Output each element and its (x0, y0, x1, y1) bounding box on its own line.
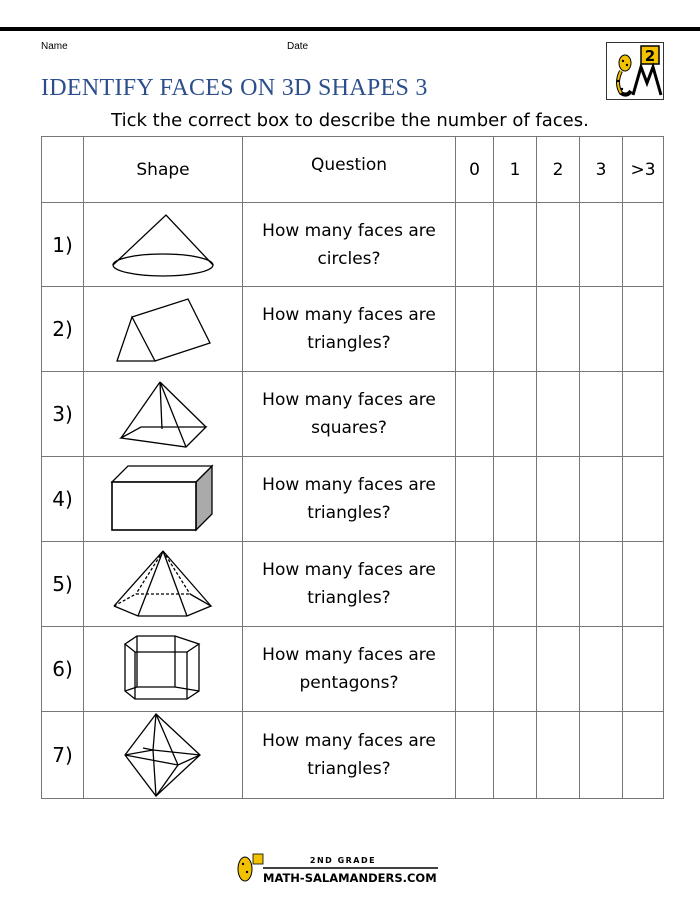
answer-box-more-than-3[interactable] (623, 712, 664, 799)
answer-box-1[interactable] (494, 203, 537, 287)
answer-box-2[interactable] (537, 372, 580, 457)
header-question: Question (243, 137, 456, 203)
header-row (42, 137, 664, 203)
answer-box-2[interactable] (537, 203, 580, 287)
question-line1: How many faces are (262, 731, 436, 751)
question-cell (243, 372, 456, 457)
row-number: 6) (42, 627, 84, 712)
answer-box-3[interactable] (580, 712, 623, 799)
name-label: Name (41, 41, 68, 52)
answer-box-0[interactable] (456, 542, 494, 627)
question-line2: triangles? (307, 759, 391, 779)
answer-box-2[interactable] (537, 627, 580, 712)
row-number: 2) (42, 287, 84, 372)
answer-box-3[interactable] (580, 627, 623, 712)
date-label: Date (287, 41, 309, 52)
question-cell (243, 712, 456, 799)
row-number: 1) (42, 203, 84, 287)
table-row (42, 542, 664, 627)
worksheet-table (41, 136, 664, 799)
question-line2: triangles? (307, 333, 391, 353)
shape-cell (84, 372, 243, 457)
row-number: 4) (42, 457, 84, 542)
answer-box-0[interactable] (456, 287, 494, 372)
answer-box-more-than-3[interactable] (623, 203, 664, 287)
top-rule (0, 27, 700, 31)
answer-box-1[interactable] (494, 627, 537, 712)
table-row (42, 627, 664, 712)
answer-box-0[interactable] (456, 457, 494, 542)
question-line2: circles? (317, 248, 381, 269)
salamander-logo-icon (606, 42, 664, 100)
cone-icon (108, 210, 218, 280)
square-pyramid-icon (118, 378, 208, 450)
header-3: 3 (580, 137, 623, 203)
question-line1: How many faces are (262, 305, 436, 325)
question-cell (243, 287, 456, 372)
table-row (42, 372, 664, 457)
header-number (42, 137, 84, 203)
pentagonal-pyramid-icon (112, 548, 214, 620)
question-line1: How many faces are (262, 220, 436, 241)
answer-box-more-than-3[interactable] (623, 542, 664, 627)
shape-cell (84, 542, 243, 627)
footer-logo (233, 852, 443, 886)
question-line2: pentagons? (299, 673, 399, 693)
question-cell (243, 542, 456, 627)
answer-box-2[interactable] (537, 712, 580, 799)
question-cell (243, 203, 456, 287)
answer-box-more-than-3[interactable] (623, 457, 664, 542)
answer-box-0[interactable] (456, 372, 494, 457)
answer-box-0[interactable] (456, 712, 494, 799)
shape-cell (84, 203, 243, 287)
answer-box-3[interactable] (580, 372, 623, 457)
answer-box-0[interactable] (456, 627, 494, 712)
answer-box-3[interactable] (580, 203, 623, 287)
shape-cell (84, 627, 243, 712)
question-cell (243, 457, 456, 542)
header-1: 1 (494, 137, 537, 203)
shape-cell (84, 712, 243, 799)
question-line1: How many faces are (262, 560, 436, 580)
answer-box-1[interactable] (494, 712, 537, 799)
answer-box-0[interactable] (456, 203, 494, 287)
answer-box-1[interactable] (494, 457, 537, 542)
answer-box-1[interactable] (494, 372, 537, 457)
instruction-text: Tick the correct box to describe the number of faces. (111, 110, 589, 131)
answer-box-1[interactable] (494, 542, 537, 627)
question-line2: triangles? (307, 503, 391, 523)
answer-box-3[interactable] (580, 287, 623, 372)
question-line1: How many faces are (262, 390, 436, 410)
table-row (42, 457, 664, 542)
table-row (42, 203, 664, 287)
answer-box-more-than-3[interactable] (623, 627, 664, 712)
triangular-prism-icon (113, 293, 213, 365)
octahedron-icon (123, 712, 203, 798)
answer-box-3[interactable] (580, 542, 623, 627)
question-line2: squares? (311, 418, 387, 438)
header-more-than-3: >3 (623, 137, 664, 203)
question-line1: How many faces are (262, 475, 436, 495)
answer-box-1[interactable] (494, 287, 537, 372)
pentagonal-prism-icon (123, 633, 203, 705)
header-2: 2 (537, 137, 580, 203)
row-number: 7) (42, 712, 84, 799)
table-row (42, 712, 664, 799)
row-number: 5) (42, 542, 84, 627)
answer-box-more-than-3[interactable] (623, 287, 664, 372)
question-cell (243, 627, 456, 712)
row-number: 3) (42, 372, 84, 457)
footer-site: MATH-SALAMANDERS.COM (263, 871, 437, 885)
shape-cell (84, 457, 243, 542)
question-line1: How many faces are (262, 645, 436, 665)
footer-grade-label: 2ND GRADE (309, 856, 377, 865)
header-shape: Shape (84, 137, 243, 203)
answer-box-2[interactable] (537, 542, 580, 627)
table-row (42, 287, 664, 372)
page-title: IDENTIFY FACES ON 3D SHAPES 3 (41, 75, 428, 101)
shape-cell (84, 287, 243, 372)
answer-box-3[interactable] (580, 457, 623, 542)
answer-box-2[interactable] (537, 287, 580, 372)
cuboid-icon (110, 464, 216, 534)
header-0: 0 (456, 137, 494, 203)
answer-box-2[interactable] (537, 457, 580, 542)
logo-grade: 2 (644, 47, 656, 65)
answer-box-more-than-3[interactable] (623, 372, 664, 457)
question-line2: triangles? (307, 588, 391, 608)
